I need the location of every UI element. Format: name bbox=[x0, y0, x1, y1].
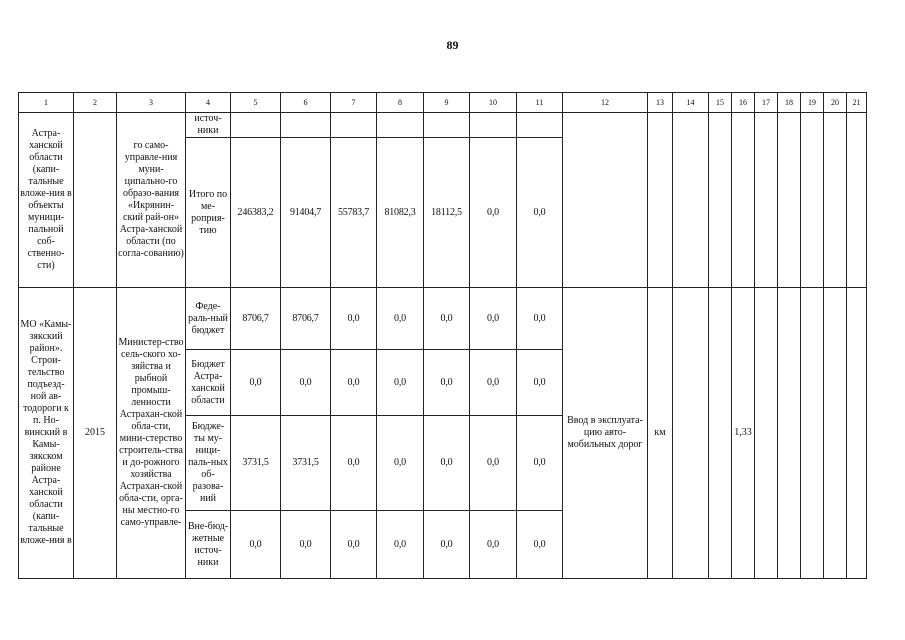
value-cell: 0,0 bbox=[424, 511, 470, 579]
value-cell bbox=[424, 113, 470, 138]
value-cell: 0,0 bbox=[377, 350, 424, 416]
measure-description: Астра-ханской области (капи-тальные вложе-ния в объекты муници-пальной соб-ственно-сти) bbox=[19, 113, 74, 288]
value-cell: 8706,7 bbox=[281, 288, 331, 350]
col-number: 4 bbox=[186, 93, 231, 113]
value-cell bbox=[847, 288, 867, 579]
executor-cell: Министер-ство сель-ского хо-зяйства и рыбной промыш-ленности Астрахан-ской обла-сти, мини-стерство строитель-ства и до-рожного хозяйства Астрахан-ской обла-сти, орга-ны местно-го само-управле- bbox=[117, 288, 186, 579]
value-cell bbox=[673, 113, 709, 288]
funding-source: источ-ники bbox=[186, 113, 231, 138]
col-number: 7 bbox=[331, 93, 377, 113]
value-cell bbox=[470, 113, 517, 138]
col-number: 11 bbox=[517, 93, 563, 113]
col-number: 18 bbox=[778, 93, 801, 113]
value-cell bbox=[824, 113, 847, 288]
col-number: 13 bbox=[648, 93, 673, 113]
funding-source: Итого по ме-роприя-тию bbox=[186, 138, 231, 288]
funding-source: Бюдже-ты му-ници-паль-ных об-разова-ний bbox=[186, 416, 231, 511]
value-cell: 0,0 bbox=[470, 350, 517, 416]
value-cell: 0,0 bbox=[231, 350, 281, 416]
value-cell: 0,0 bbox=[517, 511, 563, 579]
value-cell: 0,0 bbox=[377, 288, 424, 350]
value-cell: 0,0 bbox=[470, 511, 517, 579]
value-cell: 55783,7 bbox=[331, 138, 377, 288]
value-cell: 0,0 bbox=[331, 350, 377, 416]
value-cell: 8706,7 bbox=[231, 288, 281, 350]
value-cell: 0,0 bbox=[377, 511, 424, 579]
col-number: 1 bbox=[19, 93, 74, 113]
col-number: 10 bbox=[470, 93, 517, 113]
col-number: 15 bbox=[709, 93, 732, 113]
value-cell bbox=[847, 113, 867, 288]
page-number: 89 bbox=[446, 38, 459, 52]
value-cell: 3731,5 bbox=[281, 416, 331, 511]
value-cell bbox=[778, 288, 801, 579]
value-cell: 0,0 bbox=[331, 511, 377, 579]
value-cell: 1,33 bbox=[732, 288, 755, 579]
value-cell: 18112,5 bbox=[424, 138, 470, 288]
program-table bbox=[18, 92, 867, 579]
col-number: 20 bbox=[824, 93, 847, 113]
value-cell bbox=[517, 113, 563, 138]
value-cell: 3731,5 bbox=[231, 416, 281, 511]
value-cell: 246383,2 bbox=[231, 138, 281, 288]
value-cell bbox=[709, 113, 732, 288]
value-cell: 0,0 bbox=[517, 288, 563, 350]
result-cell bbox=[563, 113, 648, 288]
value-cell: 81082,3 bbox=[377, 138, 424, 288]
value-cell: 0,0 bbox=[377, 416, 424, 511]
funding-source: Феде-раль-ный бюджет bbox=[186, 288, 231, 350]
value-cell: 0,0 bbox=[470, 416, 517, 511]
col-number: 3 bbox=[117, 93, 186, 113]
value-cell bbox=[709, 288, 732, 579]
value-cell bbox=[801, 113, 824, 288]
col-number: 19 bbox=[801, 93, 824, 113]
value-cell bbox=[755, 113, 778, 288]
value-cell: 0,0 bbox=[281, 350, 331, 416]
value-cell bbox=[824, 288, 847, 579]
col-number: 17 bbox=[755, 93, 778, 113]
value-cell bbox=[331, 113, 377, 138]
value-cell bbox=[281, 113, 331, 138]
funding-source: Бюджет Астра-ханской области bbox=[186, 350, 231, 416]
col-number: 16 bbox=[732, 93, 755, 113]
col-number: 9 bbox=[424, 93, 470, 113]
value-cell: 0,0 bbox=[470, 288, 517, 350]
col-number: 12 bbox=[563, 93, 648, 113]
column-number-row bbox=[19, 93, 867, 113]
year-cell: 2015 bbox=[74, 288, 117, 579]
table-row bbox=[19, 113, 867, 138]
value-cell bbox=[801, 288, 824, 579]
value-cell: 0,0 bbox=[470, 138, 517, 288]
measure-description: МО «Камы-зякский район». Строи-тельство подъезд-ной ав-тодороги к п. Но-винский в Камы-зякском районе Астра-ханской области (капи-тальные вложе-ния в bbox=[19, 288, 74, 579]
value-cell bbox=[778, 113, 801, 288]
col-number: 6 bbox=[281, 93, 331, 113]
col-number: 8 bbox=[377, 93, 424, 113]
col-number: 2 bbox=[74, 93, 117, 113]
year-cell bbox=[74, 113, 117, 288]
value-cell: 0,0 bbox=[231, 511, 281, 579]
value-cell: 0,0 bbox=[331, 416, 377, 511]
funding-source: Вне-бюд-жетные источ-ники bbox=[186, 511, 231, 579]
value-cell: 0,0 bbox=[424, 416, 470, 511]
unit-cell: км bbox=[648, 288, 673, 579]
value-cell: 0,0 bbox=[424, 350, 470, 416]
value-cell: 0,0 bbox=[281, 511, 331, 579]
value-cell: 0,0 bbox=[517, 138, 563, 288]
table-row bbox=[19, 288, 867, 350]
value-cell bbox=[755, 288, 778, 579]
unit-cell bbox=[648, 113, 673, 288]
value-cell bbox=[732, 113, 755, 288]
col-number: 5 bbox=[231, 93, 281, 113]
col-number: 14 bbox=[673, 93, 709, 113]
executor-cell: го само-управле-ния муни-ципально-го образо-вания «Икрянин-ский рай-он» Астра-ханской области (по согла-сованию) bbox=[117, 113, 186, 288]
value-cell: 0,0 bbox=[517, 416, 563, 511]
value-cell: 0,0 bbox=[424, 288, 470, 350]
value-cell bbox=[377, 113, 424, 138]
result-cell: Ввод в эксплуата-цию авто-мобильных дорог bbox=[563, 288, 648, 579]
value-cell: 0,0 bbox=[331, 288, 377, 350]
value-cell: 91404,7 bbox=[281, 138, 331, 288]
value-cell bbox=[673, 288, 709, 579]
value-cell: 0,0 bbox=[517, 350, 563, 416]
value-cell bbox=[231, 113, 281, 138]
col-number: 21 bbox=[847, 93, 867, 113]
